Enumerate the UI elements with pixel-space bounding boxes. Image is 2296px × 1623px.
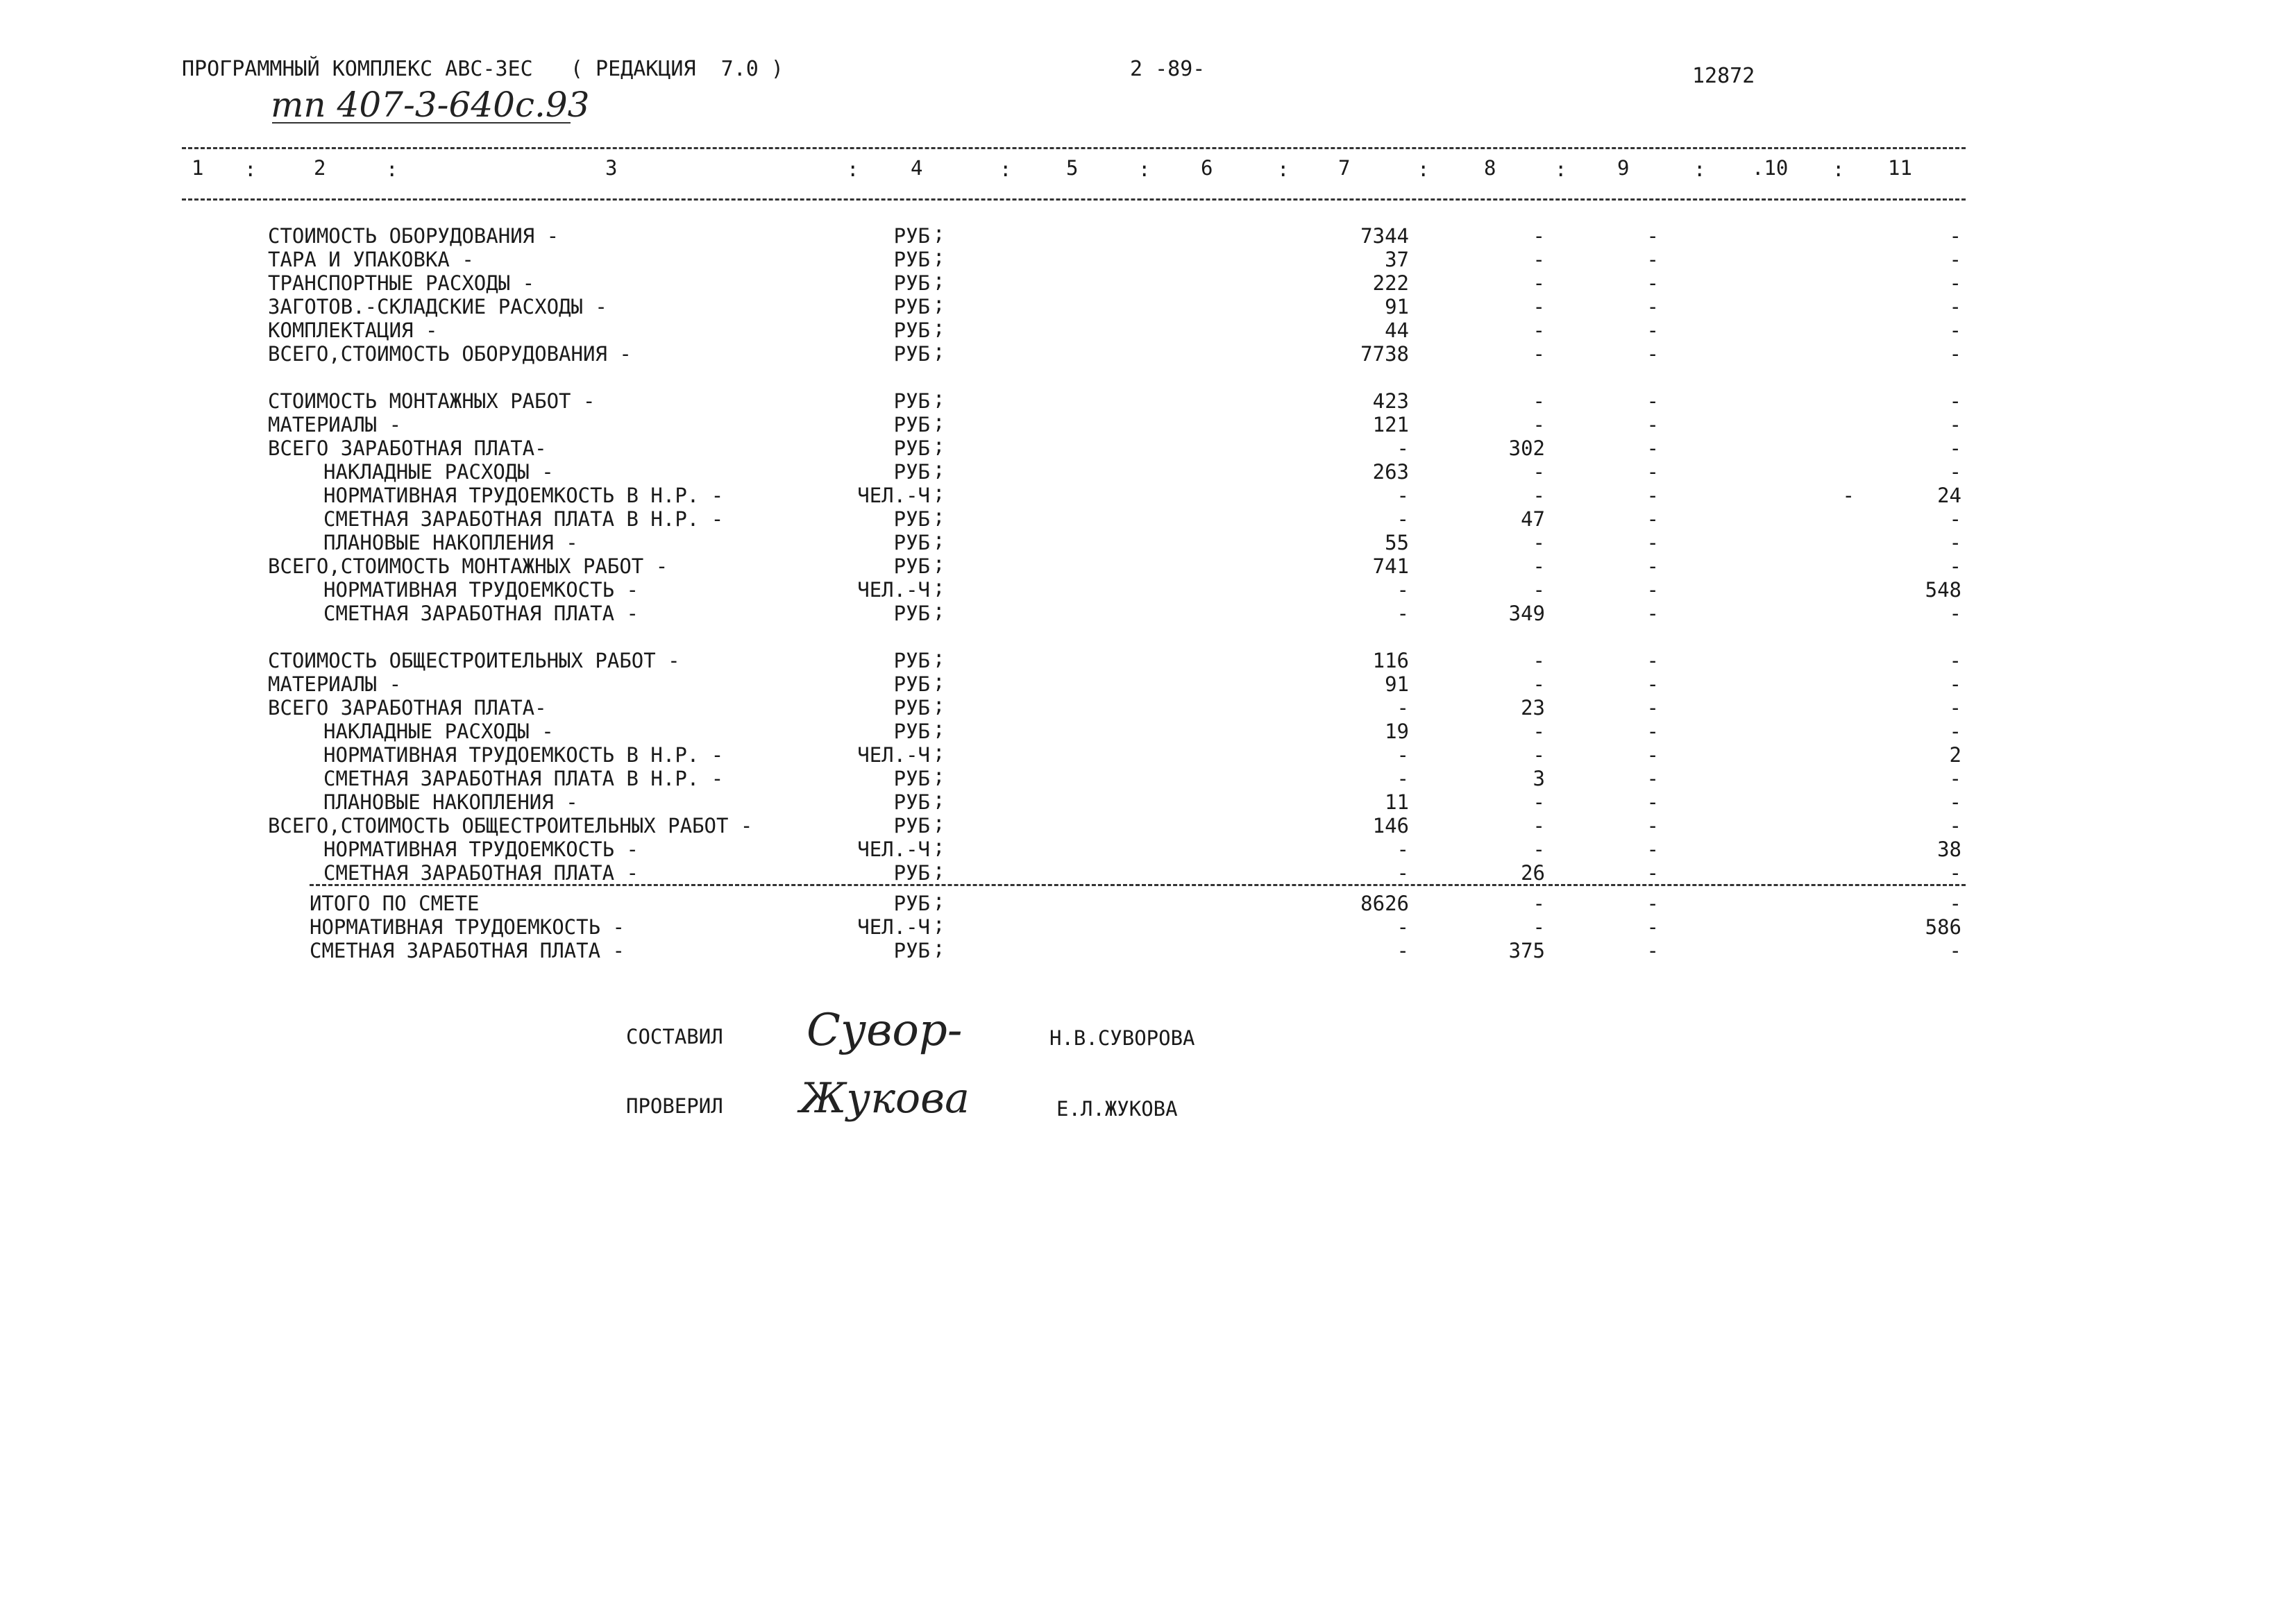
cell-c9: - <box>1646 743 1659 767</box>
cell-c7: - <box>1396 939 1409 962</box>
compiled-by-name: Н.В.СУВОРОВА <box>1049 1026 1195 1050</box>
cell-c9: - <box>1646 790 1659 814</box>
row-unit: РУБ <box>893 436 930 460</box>
cell-c9: - <box>1646 649 1659 672</box>
cell-c8: - <box>1533 814 1545 838</box>
row-unit: РУБ <box>893 224 930 248</box>
cell-c7: - <box>1396 838 1409 861</box>
row-label: СТОИМОСТЬ МОНТАЖНЫХ РАБОТ - <box>268 389 596 413</box>
row-label: ТАРА И УПАКОВКА - <box>268 248 474 271</box>
row-label: НОРМАТИВНАЯ ТРУДОЕМКОСТЬ В Н.Р. - <box>323 743 724 767</box>
unit-separator: ; <box>933 434 945 457</box>
cell-c7: 11 <box>1385 790 1409 814</box>
unit-separator: ; <box>933 552 945 575</box>
cell-c9: - <box>1646 413 1659 436</box>
cell-c8: - <box>1533 295 1545 318</box>
column-number-6: 6 <box>1201 156 1213 180</box>
unit-separator: ; <box>933 670 945 693</box>
cell-c7: - <box>1396 436 1409 460</box>
cell-c8: - <box>1533 554 1545 578</box>
cell-c7: - <box>1396 767 1409 790</box>
unit-separator: ; <box>933 221 945 245</box>
column-separator: : <box>847 158 859 181</box>
row-unit: РУБ <box>893 790 930 814</box>
row-unit: РУБ <box>893 507 930 531</box>
checked-by-signature: Жукова <box>800 1074 970 1123</box>
unit-separator: ; <box>933 316 945 339</box>
row-unit: РУБ <box>893 460 930 484</box>
column-separator: : <box>1138 158 1151 181</box>
unit-separator: ; <box>933 740 945 764</box>
column-number-11: 11 <box>1888 156 1912 180</box>
cell-c8: - <box>1533 649 1545 672</box>
row-unit: РУБ <box>893 720 930 743</box>
row-unit: РУБ <box>893 892 930 915</box>
row-unit: РУБ <box>893 554 930 578</box>
cell-c8: - <box>1533 484 1545 507</box>
row-label: МАТЕРИАЛЫ - <box>268 413 402 436</box>
cell-c11: 586 <box>1925 915 1961 939</box>
column-separator: : <box>1417 158 1430 181</box>
cell-c11: - <box>1949 672 1961 696</box>
cell-c8: - <box>1533 892 1545 915</box>
cell-c8: 375 <box>1508 939 1545 962</box>
column-separator: : <box>999 158 1012 181</box>
unit-separator: ; <box>933 646 945 670</box>
cell-c8: - <box>1533 460 1545 484</box>
row-label: СТОИМОСТЬ ОБОРУДОВАНИЯ - <box>268 224 559 248</box>
row-label: НОРМАТИВНАЯ ТРУДОЕМКОСТЬ - <box>310 915 625 939</box>
compiled-by-label: СОСТАВИЛ <box>626 1025 723 1048</box>
cell-c7: 7738 <box>1360 342 1409 366</box>
cell-c7: - <box>1396 484 1409 507</box>
cell-c9: - <box>1646 720 1659 743</box>
cell-c7: 121 <box>1372 413 1409 436</box>
cell-c9: - <box>1646 318 1659 342</box>
cell-c9: - <box>1646 554 1659 578</box>
unit-separator: ; <box>933 788 945 811</box>
cell-c9: - <box>1646 295 1659 318</box>
cell-c8: - <box>1533 413 1545 436</box>
row-label: СТОИМОСТЬ ОБЩЕСТРОИТЕЛЬНЫХ РАБОТ - <box>268 649 680 672</box>
column-separator: : <box>1277 158 1290 181</box>
column-number-8: 8 <box>1484 156 1496 180</box>
row-unit: РУБ <box>893 767 930 790</box>
cell-c11: - <box>1949 413 1961 436</box>
cell-c9: - <box>1646 342 1659 366</box>
cell-c9: - <box>1646 696 1659 720</box>
cell-c8: - <box>1533 790 1545 814</box>
cell-c9: - <box>1646 389 1659 413</box>
cell-c8: - <box>1533 318 1545 342</box>
row-unit: РУБ <box>893 939 930 962</box>
cell-c8: - <box>1533 531 1545 554</box>
unit-separator: ; <box>933 764 945 788</box>
cell-c9: - <box>1646 507 1659 531</box>
cell-c8: 3 <box>1533 767 1545 790</box>
unit-separator: ; <box>933 339 945 363</box>
cell-c9: - <box>1646 892 1659 915</box>
cell-c7: 146 <box>1372 814 1409 838</box>
document-number: 12872 <box>1692 64 1755 88</box>
cell-c11: - <box>1949 790 1961 814</box>
cell-c9: - <box>1646 224 1659 248</box>
row-label: МАТЕРИАЛЫ - <box>268 672 402 696</box>
cell-c11: - <box>1949 696 1961 720</box>
column-number-5: 5 <box>1066 156 1079 180</box>
cell-c10: - <box>1842 484 1855 507</box>
row-label: ВСЕГО,СТОИМОСТЬ ОБЩЕСТРОИТЕЛЬНЫХ РАБОТ - <box>268 814 753 838</box>
cell-c7: - <box>1396 507 1409 531</box>
column-separator: : <box>386 158 398 181</box>
row-unit: РУБ <box>893 318 930 342</box>
cell-c8: - <box>1533 578 1545 602</box>
column-number-7: 7 <box>1338 156 1351 180</box>
cell-c11: - <box>1949 295 1961 318</box>
row-unit: РУБ <box>893 248 930 271</box>
cell-c11: - <box>1949 507 1961 531</box>
cell-c9: - <box>1646 436 1659 460</box>
row-unit: РУБ <box>893 672 930 696</box>
column-number-2: 2 <box>314 156 326 180</box>
unit-separator: ; <box>933 245 945 269</box>
row-unit: ЧЕЛ.-Ч <box>857 915 930 939</box>
unit-separator: ; <box>933 599 945 622</box>
cell-c8: - <box>1533 271 1545 295</box>
cell-c7: - <box>1396 602 1409 625</box>
cell-c7: 55 <box>1385 531 1409 554</box>
cell-c9: - <box>1646 484 1659 507</box>
cell-c7: 91 <box>1385 672 1409 696</box>
totals-rule <box>310 884 1966 886</box>
cell-c7: 116 <box>1372 649 1409 672</box>
row-unit: ЧЕЛ.-Ч <box>857 484 930 507</box>
cell-c7: - <box>1396 578 1409 602</box>
cell-c8: - <box>1533 389 1545 413</box>
cell-c7: - <box>1396 915 1409 939</box>
unit-separator: ; <box>933 889 945 912</box>
cell-c8: 349 <box>1508 602 1545 625</box>
row-label: СМЕТНАЯ ЗАРАБОТНАЯ ПЛАТА - <box>310 939 625 962</box>
row-label: ПЛАНОВЫЕ НАКОПЛЕНИЯ - <box>323 790 578 814</box>
unit-separator: ; <box>933 717 945 740</box>
row-unit: ЧЕЛ.-Ч <box>857 743 930 767</box>
unit-separator: ; <box>933 386 945 410</box>
row-label: СМЕТНАЯ ЗАРАБОТНАЯ ПЛАТА В Н.Р. - <box>323 507 724 531</box>
cell-c9: - <box>1646 531 1659 554</box>
column-number-10: .10 <box>1752 156 1789 180</box>
row-label: ВСЕГО,СТОИМОСТЬ МОНТАЖНЫХ РАБОТ - <box>268 554 668 578</box>
row-label: ЗАГОТОВ.-СКЛАДСКИЕ РАСХОДЫ - <box>268 295 607 318</box>
row-label: ТРАНСПОРТНЫЕ РАСХОДЫ - <box>268 271 535 295</box>
cell-c8: - <box>1533 720 1545 743</box>
page-number: 2 -89- <box>1130 57 1206 81</box>
cell-c9: - <box>1646 460 1659 484</box>
row-unit: РУБ <box>893 531 930 554</box>
cell-c11: - <box>1949 342 1961 366</box>
cell-c7: 91 <box>1385 295 1409 318</box>
cell-c7: 37 <box>1385 248 1409 271</box>
cell-c11: - <box>1949 554 1961 578</box>
row-label: ВСЕГО ЗАРАБОТНАЯ ПЛАТА- <box>268 436 547 460</box>
row-label: НОРМАТИВНАЯ ТРУДОЕМКОСТЬ - <box>323 578 639 602</box>
row-label: НОРМАТИВНАЯ ТРУДОЕМКОСТЬ - <box>323 838 639 861</box>
cell-c11: - <box>1949 649 1961 672</box>
unit-separator: ; <box>933 936 945 960</box>
cell-c9: - <box>1646 248 1659 271</box>
unit-separator: ; <box>933 269 945 292</box>
row-label: СМЕТНАЯ ЗАРАБОТНАЯ ПЛАТА - <box>323 861 639 885</box>
cell-c9: - <box>1646 814 1659 838</box>
cell-c11: 38 <box>1937 838 1961 861</box>
cell-c7: 8626 <box>1360 892 1409 915</box>
cell-c9: - <box>1646 767 1659 790</box>
checked-by-label: ПРОВЕРИЛ <box>626 1094 723 1118</box>
cell-c7: 222 <box>1372 271 1409 295</box>
cell-c11: 24 <box>1937 484 1961 507</box>
unit-separator: ; <box>933 912 945 936</box>
cell-c7: 263 <box>1372 460 1409 484</box>
cell-c11: - <box>1949 389 1961 413</box>
row-unit: ЧЕЛ.-Ч <box>857 578 930 602</box>
cell-c9: - <box>1646 578 1659 602</box>
cell-c7: 7344 <box>1360 224 1409 248</box>
cell-c11: - <box>1949 602 1961 625</box>
column-separator: : <box>1694 158 1706 181</box>
cell-c11: - <box>1949 318 1961 342</box>
cell-c7: 19 <box>1385 720 1409 743</box>
unit-separator: ; <box>933 575 945 599</box>
cell-c11: - <box>1949 436 1961 460</box>
cell-c7: - <box>1396 861 1409 885</box>
cell-c11: 548 <box>1925 578 1961 602</box>
row-label: СМЕТНАЯ ЗАРАБОТНАЯ ПЛАТА - <box>323 602 639 625</box>
unit-separator: ; <box>933 811 945 835</box>
unit-separator: ; <box>933 481 945 504</box>
checked-by-name: Е.Л.ЖУКОВА <box>1056 1097 1178 1121</box>
row-unit: РУБ <box>893 649 930 672</box>
row-unit: РУБ <box>893 271 930 295</box>
cell-c8: - <box>1533 342 1545 366</box>
cell-c9: - <box>1646 939 1659 962</box>
program-title: ПРОГРАММНЫЙ КОМПЛЕКС АВС-3ЕС ( РЕДАКЦИЯ 7.0 ) <box>182 57 784 81</box>
row-unit: РУБ <box>893 696 930 720</box>
row-unit: РУБ <box>893 342 930 366</box>
cell-c11: - <box>1949 939 1961 962</box>
cell-c9: - <box>1646 915 1659 939</box>
cell-c8: - <box>1533 224 1545 248</box>
cell-c11: - <box>1949 767 1961 790</box>
cell-c11: - <box>1949 224 1961 248</box>
column-number-1: 1 <box>192 156 204 180</box>
unit-separator: ; <box>933 693 945 717</box>
unit-separator: ; <box>933 410 945 434</box>
column-separator: : <box>1832 158 1845 181</box>
cell-c8: 47 <box>1521 507 1545 531</box>
cell-c11: - <box>1949 531 1961 554</box>
cell-c11: - <box>1949 892 1961 915</box>
document-code-handwritten: тп 407-3-640с.93 <box>271 85 590 125</box>
cell-c7: - <box>1396 743 1409 767</box>
row-label: ИТОГО ПО СМЕТЕ <box>310 892 480 915</box>
unit-separator: ; <box>933 457 945 481</box>
row-label: ВСЕГО,СТОИМОСТЬ ОБОРУДОВАНИЯ - <box>268 342 632 366</box>
row-unit: РУБ <box>893 295 930 318</box>
unit-separator: ; <box>933 292 945 316</box>
row-unit: ЧЕЛ.-Ч <box>857 838 930 861</box>
cell-c11: - <box>1949 248 1961 271</box>
unit-separator: ; <box>933 504 945 528</box>
row-unit: РУБ <box>893 602 930 625</box>
cell-c9: - <box>1646 602 1659 625</box>
row-unit: РУБ <box>893 814 930 838</box>
cell-c11: - <box>1949 720 1961 743</box>
cell-c9: - <box>1646 861 1659 885</box>
row-unit: РУБ <box>893 861 930 885</box>
cell-c9: - <box>1646 271 1659 295</box>
row-label: КОМПЛЕКТАЦИЯ - <box>268 318 438 342</box>
cell-c11: - <box>1949 460 1961 484</box>
cell-c9: - <box>1646 672 1659 696</box>
unit-separator: ; <box>933 858 945 882</box>
cell-c8: - <box>1533 915 1545 939</box>
cell-c8: - <box>1533 743 1545 767</box>
unit-separator: ; <box>933 835 945 858</box>
column-number-3: 3 <box>605 156 618 180</box>
cell-c7: 44 <box>1385 318 1409 342</box>
row-label: НОРМАТИВНАЯ ТРУДОЕМКОСТЬ В Н.Р. - <box>323 484 724 507</box>
column-number-4: 4 <box>911 156 923 180</box>
column-number-9: 9 <box>1617 156 1630 180</box>
row-label: ПЛАНОВЫЕ НАКОПЛЕНИЯ - <box>323 531 578 554</box>
cell-c11: 2 <box>1949 743 1961 767</box>
cell-c11: - <box>1949 861 1961 885</box>
cell-c7: 423 <box>1372 389 1409 413</box>
row-label: СМЕТНАЯ ЗАРАБОТНАЯ ПЛАТА В Н.Р. - <box>323 767 724 790</box>
row-unit: РУБ <box>893 413 930 436</box>
row-label: НАКЛАДНЫЕ РАСХОДЫ - <box>323 460 554 484</box>
compiled-by-signature: Сувор- <box>807 1005 963 1056</box>
column-separator: : <box>1555 158 1567 181</box>
cell-c8: - <box>1533 672 1545 696</box>
cell-c8: 302 <box>1508 436 1545 460</box>
cell-c8: - <box>1533 838 1545 861</box>
cell-c8: 23 <box>1521 696 1545 720</box>
row-label: ВСЕГО ЗАРАБОТНАЯ ПЛАТА- <box>268 696 547 720</box>
column-separator: : <box>244 158 257 181</box>
row-label: НАКЛАДНЫЕ РАСХОДЫ - <box>323 720 554 743</box>
cell-c11: - <box>1949 271 1961 295</box>
cell-c8: - <box>1533 248 1545 271</box>
cell-c8: 26 <box>1521 861 1545 885</box>
cell-c9: - <box>1646 838 1659 861</box>
row-unit: РУБ <box>893 389 930 413</box>
cell-c7: - <box>1396 696 1409 720</box>
unit-separator: ; <box>933 528 945 552</box>
cell-c11: - <box>1949 814 1961 838</box>
cell-c7: 741 <box>1372 554 1409 578</box>
